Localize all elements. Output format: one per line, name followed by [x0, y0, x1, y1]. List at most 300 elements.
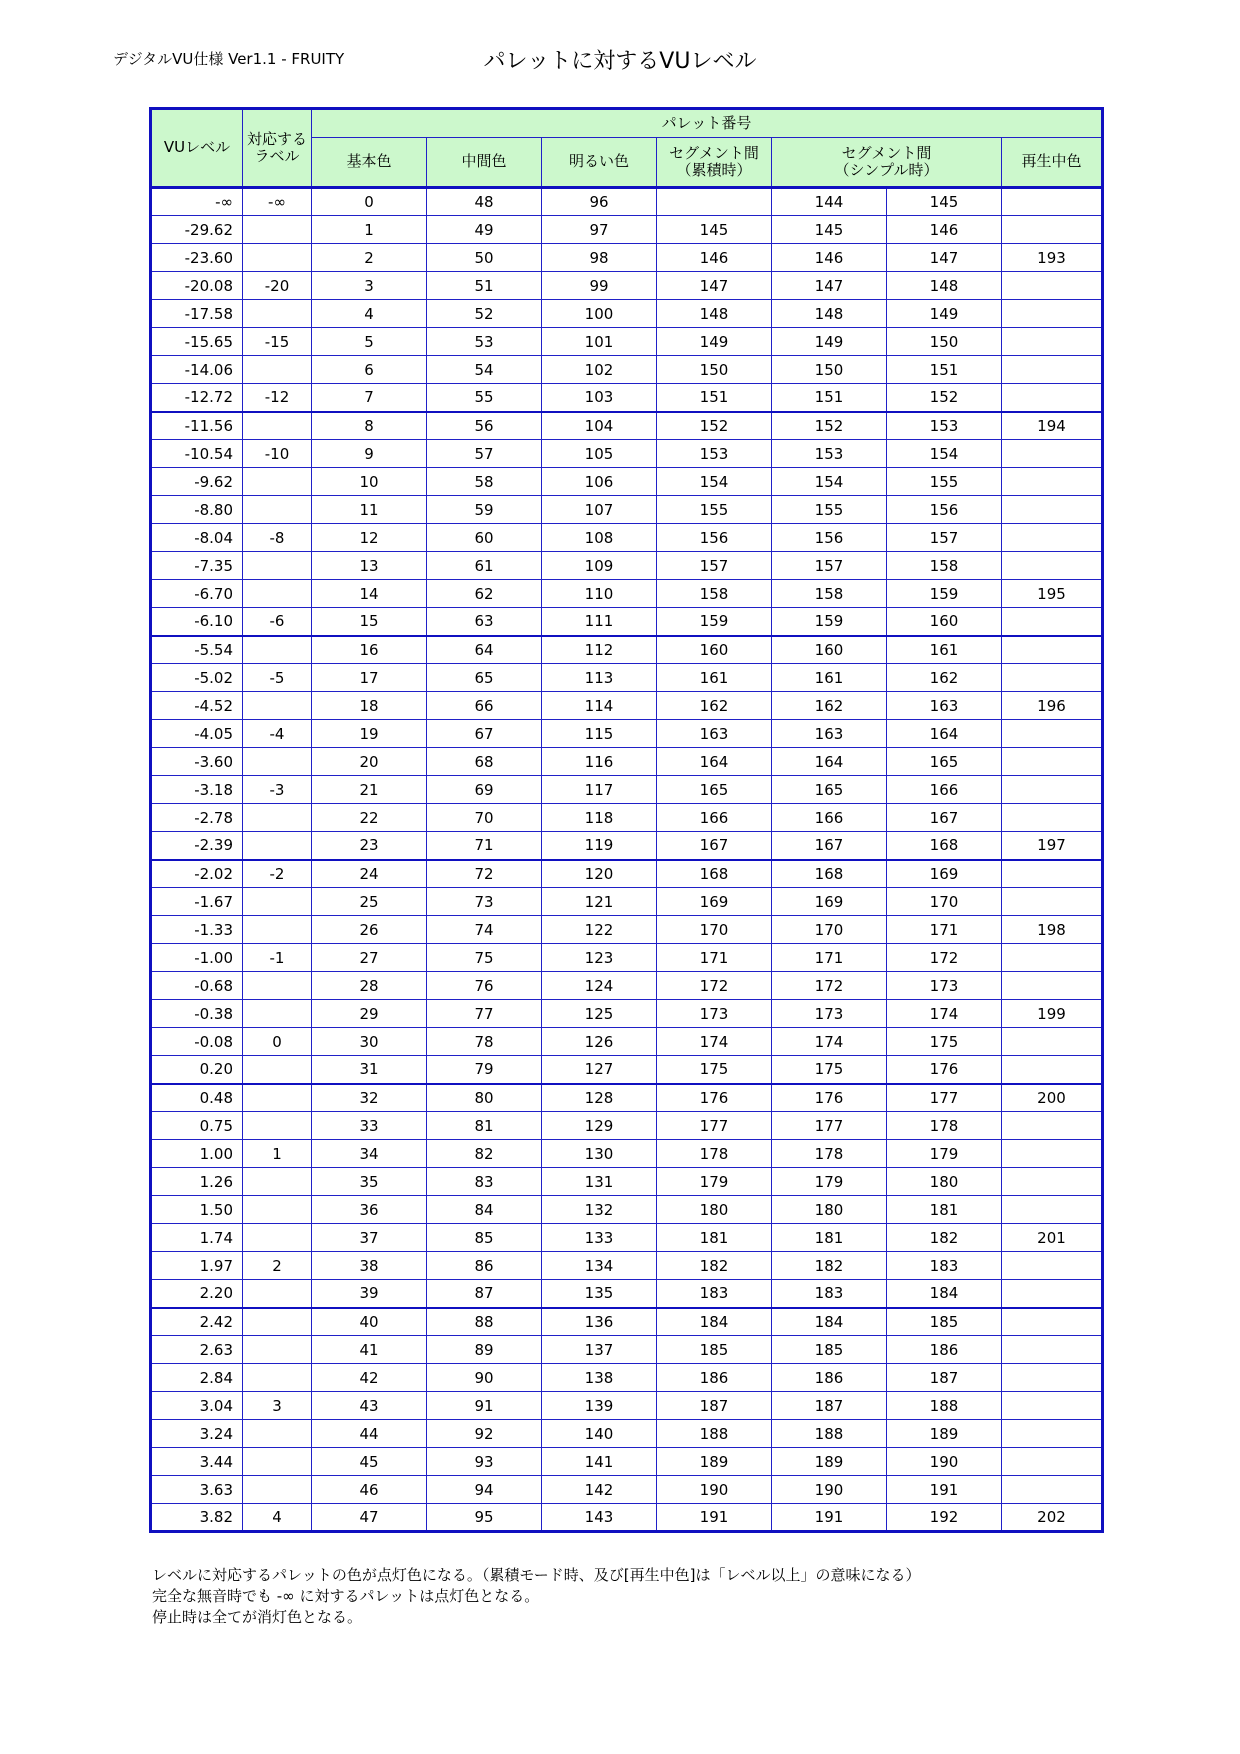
cell-segment-simple-b: 157: [887, 524, 1002, 552]
cell-basic-color: 18: [312, 692, 427, 720]
cell-playing-color: [1002, 972, 1103, 1000]
cell-playing-color: 199: [1002, 1000, 1103, 1028]
cell-playing-color: [1002, 300, 1103, 328]
cell-basic-color: 29: [312, 1000, 427, 1028]
cell-playing-color: 193: [1002, 244, 1103, 272]
cell-mid-color: 53: [427, 328, 542, 356]
cell-label: [243, 832, 312, 860]
cell-basic-color: 41: [312, 1336, 427, 1364]
cell-segment-simple-b: 146: [887, 216, 1002, 244]
cell-bright-color: 122: [542, 916, 657, 944]
cell-basic-color: 31: [312, 1056, 427, 1084]
cell-segment-simple-b: 189: [887, 1420, 1002, 1448]
cell-segment-simple-b: 158: [887, 552, 1002, 580]
table-row: [151, 216, 1103, 244]
cell-playing-color: [1002, 776, 1103, 804]
cell-label: [243, 1056, 312, 1084]
cell-segment-cumulative: 172: [657, 972, 772, 1000]
table-row: [151, 972, 1103, 1000]
cell-bright-color: 100: [542, 300, 657, 328]
header-row-1: [151, 109, 1103, 138]
col-header-mid-color: 中間色: [427, 138, 542, 188]
cell-segment-cumulative: 182: [657, 1252, 772, 1280]
cell-vu-level: -29.62: [151, 216, 243, 244]
cell-mid-color: 68: [427, 748, 542, 776]
cell-mid-color: 84: [427, 1196, 542, 1224]
cell-basic-color: 38: [312, 1252, 427, 1280]
cell-mid-color: 88: [427, 1308, 542, 1336]
cell-vu-level: 2.42: [151, 1308, 243, 1336]
cell-segment-simple-a: 175: [772, 1056, 887, 1084]
cell-basic-color: 19: [312, 720, 427, 748]
cell-vu-level: -14.06: [151, 356, 243, 384]
cell-mid-color: 51: [427, 272, 542, 300]
cell-vu-level: 2.20: [151, 1280, 243, 1308]
cell-vu-level: -0.08: [151, 1028, 243, 1056]
cell-vu-level: 3.04: [151, 1392, 243, 1420]
cell-vu-level: -20.08: [151, 272, 243, 300]
cell-basic-color: 0: [312, 188, 427, 216]
table-row: [151, 888, 1103, 916]
cell-playing-color: [1002, 1308, 1103, 1336]
cell-basic-color: 24: [312, 860, 427, 888]
table-row: [151, 1056, 1103, 1084]
cell-segment-simple-b: 190: [887, 1448, 1002, 1476]
cell-label: -12: [243, 384, 312, 412]
cell-segment-cumulative: 169: [657, 888, 772, 916]
table-row: [151, 496, 1103, 524]
cell-segment-simple-b: 172: [887, 944, 1002, 972]
cell-vu-level: 1.74: [151, 1224, 243, 1252]
cell-segment-simple-a: 166: [772, 804, 887, 832]
cell-mid-color: 77: [427, 1000, 542, 1028]
cell-basic-color: 37: [312, 1224, 427, 1252]
cell-segment-simple-a: 170: [772, 916, 887, 944]
cell-segment-simple-b: 151: [887, 356, 1002, 384]
cell-vu-level: -5.02: [151, 664, 243, 692]
cell-bright-color: 106: [542, 468, 657, 496]
cell-segment-simple-a: 152: [772, 412, 887, 440]
cell-bright-color: 112: [542, 636, 657, 664]
cell-playing-color: [1002, 1364, 1103, 1392]
cell-segment-cumulative: 148: [657, 300, 772, 328]
cell-segment-cumulative: [657, 188, 772, 216]
table-row: [151, 1000, 1103, 1028]
cell-mid-color: 62: [427, 580, 542, 608]
cell-playing-color: [1002, 720, 1103, 748]
cell-segment-simple-a: 154: [772, 468, 887, 496]
cell-segment-cumulative: 174: [657, 1028, 772, 1056]
cell-segment-simple-a: 157: [772, 552, 887, 580]
table-row: [151, 1112, 1103, 1140]
cell-segment-cumulative: 155: [657, 496, 772, 524]
cell-segment-simple-a: 186: [772, 1364, 887, 1392]
cell-label: 4: [243, 1504, 312, 1532]
table-row: [151, 720, 1103, 748]
cell-segment-simple-a: 171: [772, 944, 887, 972]
cell-segment-simple-b: 145: [887, 188, 1002, 216]
col-header-segment-cumulative: セグメント間 （累積時）: [657, 138, 772, 188]
cell-vu-level: -15.65: [151, 328, 243, 356]
cell-label: [243, 356, 312, 384]
table-row: [151, 552, 1103, 580]
table-row: [151, 1420, 1103, 1448]
cell-segment-cumulative: 145: [657, 216, 772, 244]
cell-basic-color: 23: [312, 832, 427, 860]
cell-mid-color: 82: [427, 1140, 542, 1168]
cell-mid-color: 92: [427, 1420, 542, 1448]
cell-segment-simple-b: 177: [887, 1084, 1002, 1112]
cell-segment-cumulative: 175: [657, 1056, 772, 1084]
cell-segment-cumulative: 150: [657, 356, 772, 384]
cell-segment-cumulative: 176: [657, 1084, 772, 1112]
col-header-vu-level: VUレベル: [151, 109, 243, 188]
cell-segment-cumulative: 159: [657, 608, 772, 636]
cell-playing-color: [1002, 1448, 1103, 1476]
table-row: [151, 412, 1103, 440]
cell-playing-color: [1002, 1336, 1103, 1364]
table-row: [151, 832, 1103, 860]
table-row: [151, 1308, 1103, 1336]
cell-basic-color: 30: [312, 1028, 427, 1056]
cell-segment-simple-a: 183: [772, 1280, 887, 1308]
cell-bright-color: 116: [542, 748, 657, 776]
cell-segment-simple-b: 184: [887, 1280, 1002, 1308]
cell-segment-cumulative: 146: [657, 244, 772, 272]
cell-playing-color: [1002, 188, 1103, 216]
cell-vu-level: -3.18: [151, 776, 243, 804]
cell-label: 2: [243, 1252, 312, 1280]
cell-vu-level: -4.52: [151, 692, 243, 720]
cell-label: [243, 692, 312, 720]
cell-basic-color: 32: [312, 1084, 427, 1112]
cell-vu-level: 1.50: [151, 1196, 243, 1224]
cell-segment-simple-b: 162: [887, 664, 1002, 692]
cell-bright-color: 133: [542, 1224, 657, 1252]
table-row: [151, 748, 1103, 776]
cell-label: -2: [243, 860, 312, 888]
cell-bright-color: 110: [542, 580, 657, 608]
cell-basic-color: 1: [312, 216, 427, 244]
cell-mid-color: 63: [427, 608, 542, 636]
cell-bright-color: 138: [542, 1364, 657, 1392]
table-row: [151, 1336, 1103, 1364]
cell-mid-color: 87: [427, 1280, 542, 1308]
cell-label: [243, 580, 312, 608]
table-row: [151, 272, 1103, 300]
cell-mid-color: 86: [427, 1252, 542, 1280]
cell-segment-simple-a: 190: [772, 1476, 887, 1504]
table-row: [151, 1392, 1103, 1420]
cell-segment-simple-a: 168: [772, 860, 887, 888]
cell-vu-level: 0.75: [151, 1112, 243, 1140]
cell-playing-color: [1002, 440, 1103, 468]
cell-segment-simple-b: 185: [887, 1308, 1002, 1336]
cell-segment-cumulative: 181: [657, 1224, 772, 1252]
cell-mid-color: 75: [427, 944, 542, 972]
cell-vu-level: -∞: [151, 188, 243, 216]
cell-vu-level: -10.54: [151, 440, 243, 468]
cell-segment-cumulative: 163: [657, 720, 772, 748]
cell-segment-simple-b: 166: [887, 776, 1002, 804]
cell-mid-color: 55: [427, 384, 542, 412]
cell-segment-simple-a: 147: [772, 272, 887, 300]
table-row: [151, 356, 1103, 384]
cell-bright-color: 142: [542, 1476, 657, 1504]
cell-segment-cumulative: 170: [657, 916, 772, 944]
cell-bright-color: 98: [542, 244, 657, 272]
cell-label: [243, 1196, 312, 1224]
cell-mid-color: 74: [427, 916, 542, 944]
cell-playing-color: [1002, 944, 1103, 972]
cell-basic-color: 28: [312, 972, 427, 1000]
cell-basic-color: 27: [312, 944, 427, 972]
cell-bright-color: 136: [542, 1308, 657, 1336]
cell-label: -15: [243, 328, 312, 356]
cell-basic-color: 2: [312, 244, 427, 272]
cell-segment-cumulative: 154: [657, 468, 772, 496]
cell-bright-color: 105: [542, 440, 657, 468]
cell-label: [243, 888, 312, 916]
cell-vu-level: -2.02: [151, 860, 243, 888]
cell-basic-color: 47: [312, 1504, 427, 1532]
cell-mid-color: 79: [427, 1056, 542, 1084]
cell-segment-simple-b: 149: [887, 300, 1002, 328]
cell-mid-color: 61: [427, 552, 542, 580]
cell-bright-color: 113: [542, 664, 657, 692]
cell-label: [243, 496, 312, 524]
cell-playing-color: [1002, 1420, 1103, 1448]
cell-playing-color: [1002, 384, 1103, 412]
cell-vu-level: 0.20: [151, 1056, 243, 1084]
cell-mid-color: 50: [427, 244, 542, 272]
cell-playing-color: [1002, 1168, 1103, 1196]
cell-basic-color: 42: [312, 1364, 427, 1392]
table-row: [151, 328, 1103, 356]
cell-segment-cumulative: 160: [657, 636, 772, 664]
cell-bright-color: 143: [542, 1504, 657, 1532]
cell-segment-simple-b: 167: [887, 804, 1002, 832]
cell-vu-level: -8.04: [151, 524, 243, 552]
cell-vu-level: -17.58: [151, 300, 243, 328]
table-row: [151, 1252, 1103, 1280]
cell-mid-color: 72: [427, 860, 542, 888]
cell-segment-simple-a: 189: [772, 1448, 887, 1476]
cell-basic-color: 40: [312, 1308, 427, 1336]
cell-basic-color: 3: [312, 272, 427, 300]
cell-bright-color: 120: [542, 860, 657, 888]
cell-vu-level: -0.38: [151, 1000, 243, 1028]
cell-mid-color: 90: [427, 1364, 542, 1392]
cell-basic-color: 26: [312, 916, 427, 944]
cell-segment-cumulative: 153: [657, 440, 772, 468]
cell-playing-color: 201: [1002, 1224, 1103, 1252]
cell-basic-color: 36: [312, 1196, 427, 1224]
table-row: [151, 1504, 1103, 1532]
cell-segment-simple-a: 160: [772, 636, 887, 664]
cell-segment-cumulative: 188: [657, 1420, 772, 1448]
cell-vu-level: 3.63: [151, 1476, 243, 1504]
cell-label: [243, 300, 312, 328]
cell-playing-color: [1002, 1476, 1103, 1504]
cell-segment-simple-b: 182: [887, 1224, 1002, 1252]
cell-playing-color: 197: [1002, 832, 1103, 860]
cell-segment-simple-b: 183: [887, 1252, 1002, 1280]
cell-vu-level: 3.44: [151, 1448, 243, 1476]
cell-segment-cumulative: 147: [657, 272, 772, 300]
cell-mid-color: 67: [427, 720, 542, 748]
cell-bright-color: 129: [542, 1112, 657, 1140]
cell-vu-level: 0.48: [151, 1084, 243, 1112]
cell-playing-color: [1002, 216, 1103, 244]
cell-bright-color: 104: [542, 412, 657, 440]
cell-vu-level: -5.54: [151, 636, 243, 664]
cell-segment-simple-a: 181: [772, 1224, 887, 1252]
table-row: [151, 1448, 1103, 1476]
cell-label: [243, 916, 312, 944]
cell-bright-color: 135: [542, 1280, 657, 1308]
cell-segment-cumulative: 149: [657, 328, 772, 356]
cell-label: [243, 1084, 312, 1112]
cell-bright-color: 101: [542, 328, 657, 356]
cell-label: [243, 552, 312, 580]
cell-playing-color: [1002, 496, 1103, 524]
table-row: [151, 776, 1103, 804]
cell-vu-level: -11.56: [151, 412, 243, 440]
cell-mid-color: 60: [427, 524, 542, 552]
cell-segment-simple-a: 169: [772, 888, 887, 916]
cell-label: [243, 636, 312, 664]
table-row: [151, 664, 1103, 692]
cell-label: [243, 804, 312, 832]
cell-mid-color: 94: [427, 1476, 542, 1504]
cell-label: -20: [243, 272, 312, 300]
cell-playing-color: [1002, 1028, 1103, 1056]
cell-playing-color: [1002, 1392, 1103, 1420]
cell-segment-simple-a: 149: [772, 328, 887, 356]
cell-segment-simple-b: 163: [887, 692, 1002, 720]
cell-vu-level: 2.84: [151, 1364, 243, 1392]
cell-playing-color: [1002, 804, 1103, 832]
cell-bright-color: 124: [542, 972, 657, 1000]
note-line-2: 完全な無音時でも -∞ に対するパレットは点灯色となる。: [152, 1587, 540, 1605]
cell-playing-color: 200: [1002, 1084, 1103, 1112]
cell-bright-color: 134: [542, 1252, 657, 1280]
cell-basic-color: 25: [312, 888, 427, 916]
cell-playing-color: [1002, 468, 1103, 496]
cell-segment-simple-b: 164: [887, 720, 1002, 748]
cell-playing-color: [1002, 636, 1103, 664]
cell-segment-simple-a: 180: [772, 1196, 887, 1224]
cell-bright-color: 108: [542, 524, 657, 552]
cell-segment-simple-a: 177: [772, 1112, 887, 1140]
cell-vu-level: 3.24: [151, 1420, 243, 1448]
cell-segment-cumulative: 165: [657, 776, 772, 804]
table-row: [151, 468, 1103, 496]
cell-bright-color: 130: [542, 1140, 657, 1168]
cell-label: [243, 1476, 312, 1504]
cell-mid-color: 58: [427, 468, 542, 496]
cell-bright-color: 102: [542, 356, 657, 384]
cell-label: [243, 468, 312, 496]
cell-mid-color: 83: [427, 1168, 542, 1196]
cell-segment-simple-a: 165: [772, 776, 887, 804]
cell-label: -∞: [243, 188, 312, 216]
note-line-3: 停止時は全てが消灯色となる。: [152, 1608, 363, 1626]
cell-segment-simple-a: 184: [772, 1308, 887, 1336]
cell-playing-color: [1002, 272, 1103, 300]
cell-segment-simple-b: 192: [887, 1504, 1002, 1532]
cell-segment-simple-b: 159: [887, 580, 1002, 608]
table-row: [151, 384, 1103, 412]
cell-bright-color: 111: [542, 608, 657, 636]
cell-label: [243, 1168, 312, 1196]
cell-label: -10: [243, 440, 312, 468]
cell-basic-color: 13: [312, 552, 427, 580]
col-header-bright-color: 明るい色: [542, 138, 657, 188]
cell-mid-color: 78: [427, 1028, 542, 1056]
note-line-1: レベルに対応するパレットの色が点灯色になる。（累積モード時、及び[再生中色]は「レベル以上」の意味になる）: [152, 1566, 921, 1584]
table-row: [151, 636, 1103, 664]
cell-mid-color: 71: [427, 832, 542, 860]
cell-basic-color: 10: [312, 468, 427, 496]
cell-playing-color: [1002, 552, 1103, 580]
cell-segment-cumulative: 167: [657, 832, 772, 860]
table-row: [151, 860, 1103, 888]
cell-segment-cumulative: 173: [657, 1000, 772, 1028]
cell-playing-color: 196: [1002, 692, 1103, 720]
cell-mid-color: 48: [427, 188, 542, 216]
cell-segment-cumulative: 189: [657, 1448, 772, 1476]
table-header: [151, 109, 1103, 188]
cell-vu-level: -3.60: [151, 748, 243, 776]
cell-mid-color: 49: [427, 216, 542, 244]
cell-basic-color: 43: [312, 1392, 427, 1420]
cell-segment-cumulative: 161: [657, 664, 772, 692]
table-row: [151, 1140, 1103, 1168]
cell-segment-simple-a: 156: [772, 524, 887, 552]
cell-mid-color: 59: [427, 496, 542, 524]
cell-segment-cumulative: 168: [657, 860, 772, 888]
cell-bright-color: 114: [542, 692, 657, 720]
cell-bright-color: 131: [542, 1168, 657, 1196]
cell-mid-color: 69: [427, 776, 542, 804]
cell-segment-simple-b: 178: [887, 1112, 1002, 1140]
cell-segment-simple-b: 161: [887, 636, 1002, 664]
col-header-basic-color: 基本色: [312, 138, 427, 188]
table-row: [151, 944, 1103, 972]
cell-bright-color: 107: [542, 496, 657, 524]
cell-segment-simple-a: 191: [772, 1504, 887, 1532]
cell-segment-cumulative: 162: [657, 692, 772, 720]
cell-mid-color: 57: [427, 440, 542, 468]
cell-label: [243, 1224, 312, 1252]
cell-vu-level: -23.60: [151, 244, 243, 272]
cell-segment-cumulative: 166: [657, 804, 772, 832]
cell-bright-color: 117: [542, 776, 657, 804]
table-row: [151, 1028, 1103, 1056]
cell-segment-cumulative: 177: [657, 1112, 772, 1140]
cell-segment-simple-a: 182: [772, 1252, 887, 1280]
cell-segment-cumulative: 178: [657, 1140, 772, 1168]
cell-vu-level: -4.05: [151, 720, 243, 748]
cell-segment-simple-a: 176: [772, 1084, 887, 1112]
table-row: [151, 440, 1103, 468]
cell-basic-color: 7: [312, 384, 427, 412]
cell-label: [243, 1364, 312, 1392]
document-header: [0, 0, 1240, 80]
cell-basic-color: 45: [312, 1448, 427, 1476]
